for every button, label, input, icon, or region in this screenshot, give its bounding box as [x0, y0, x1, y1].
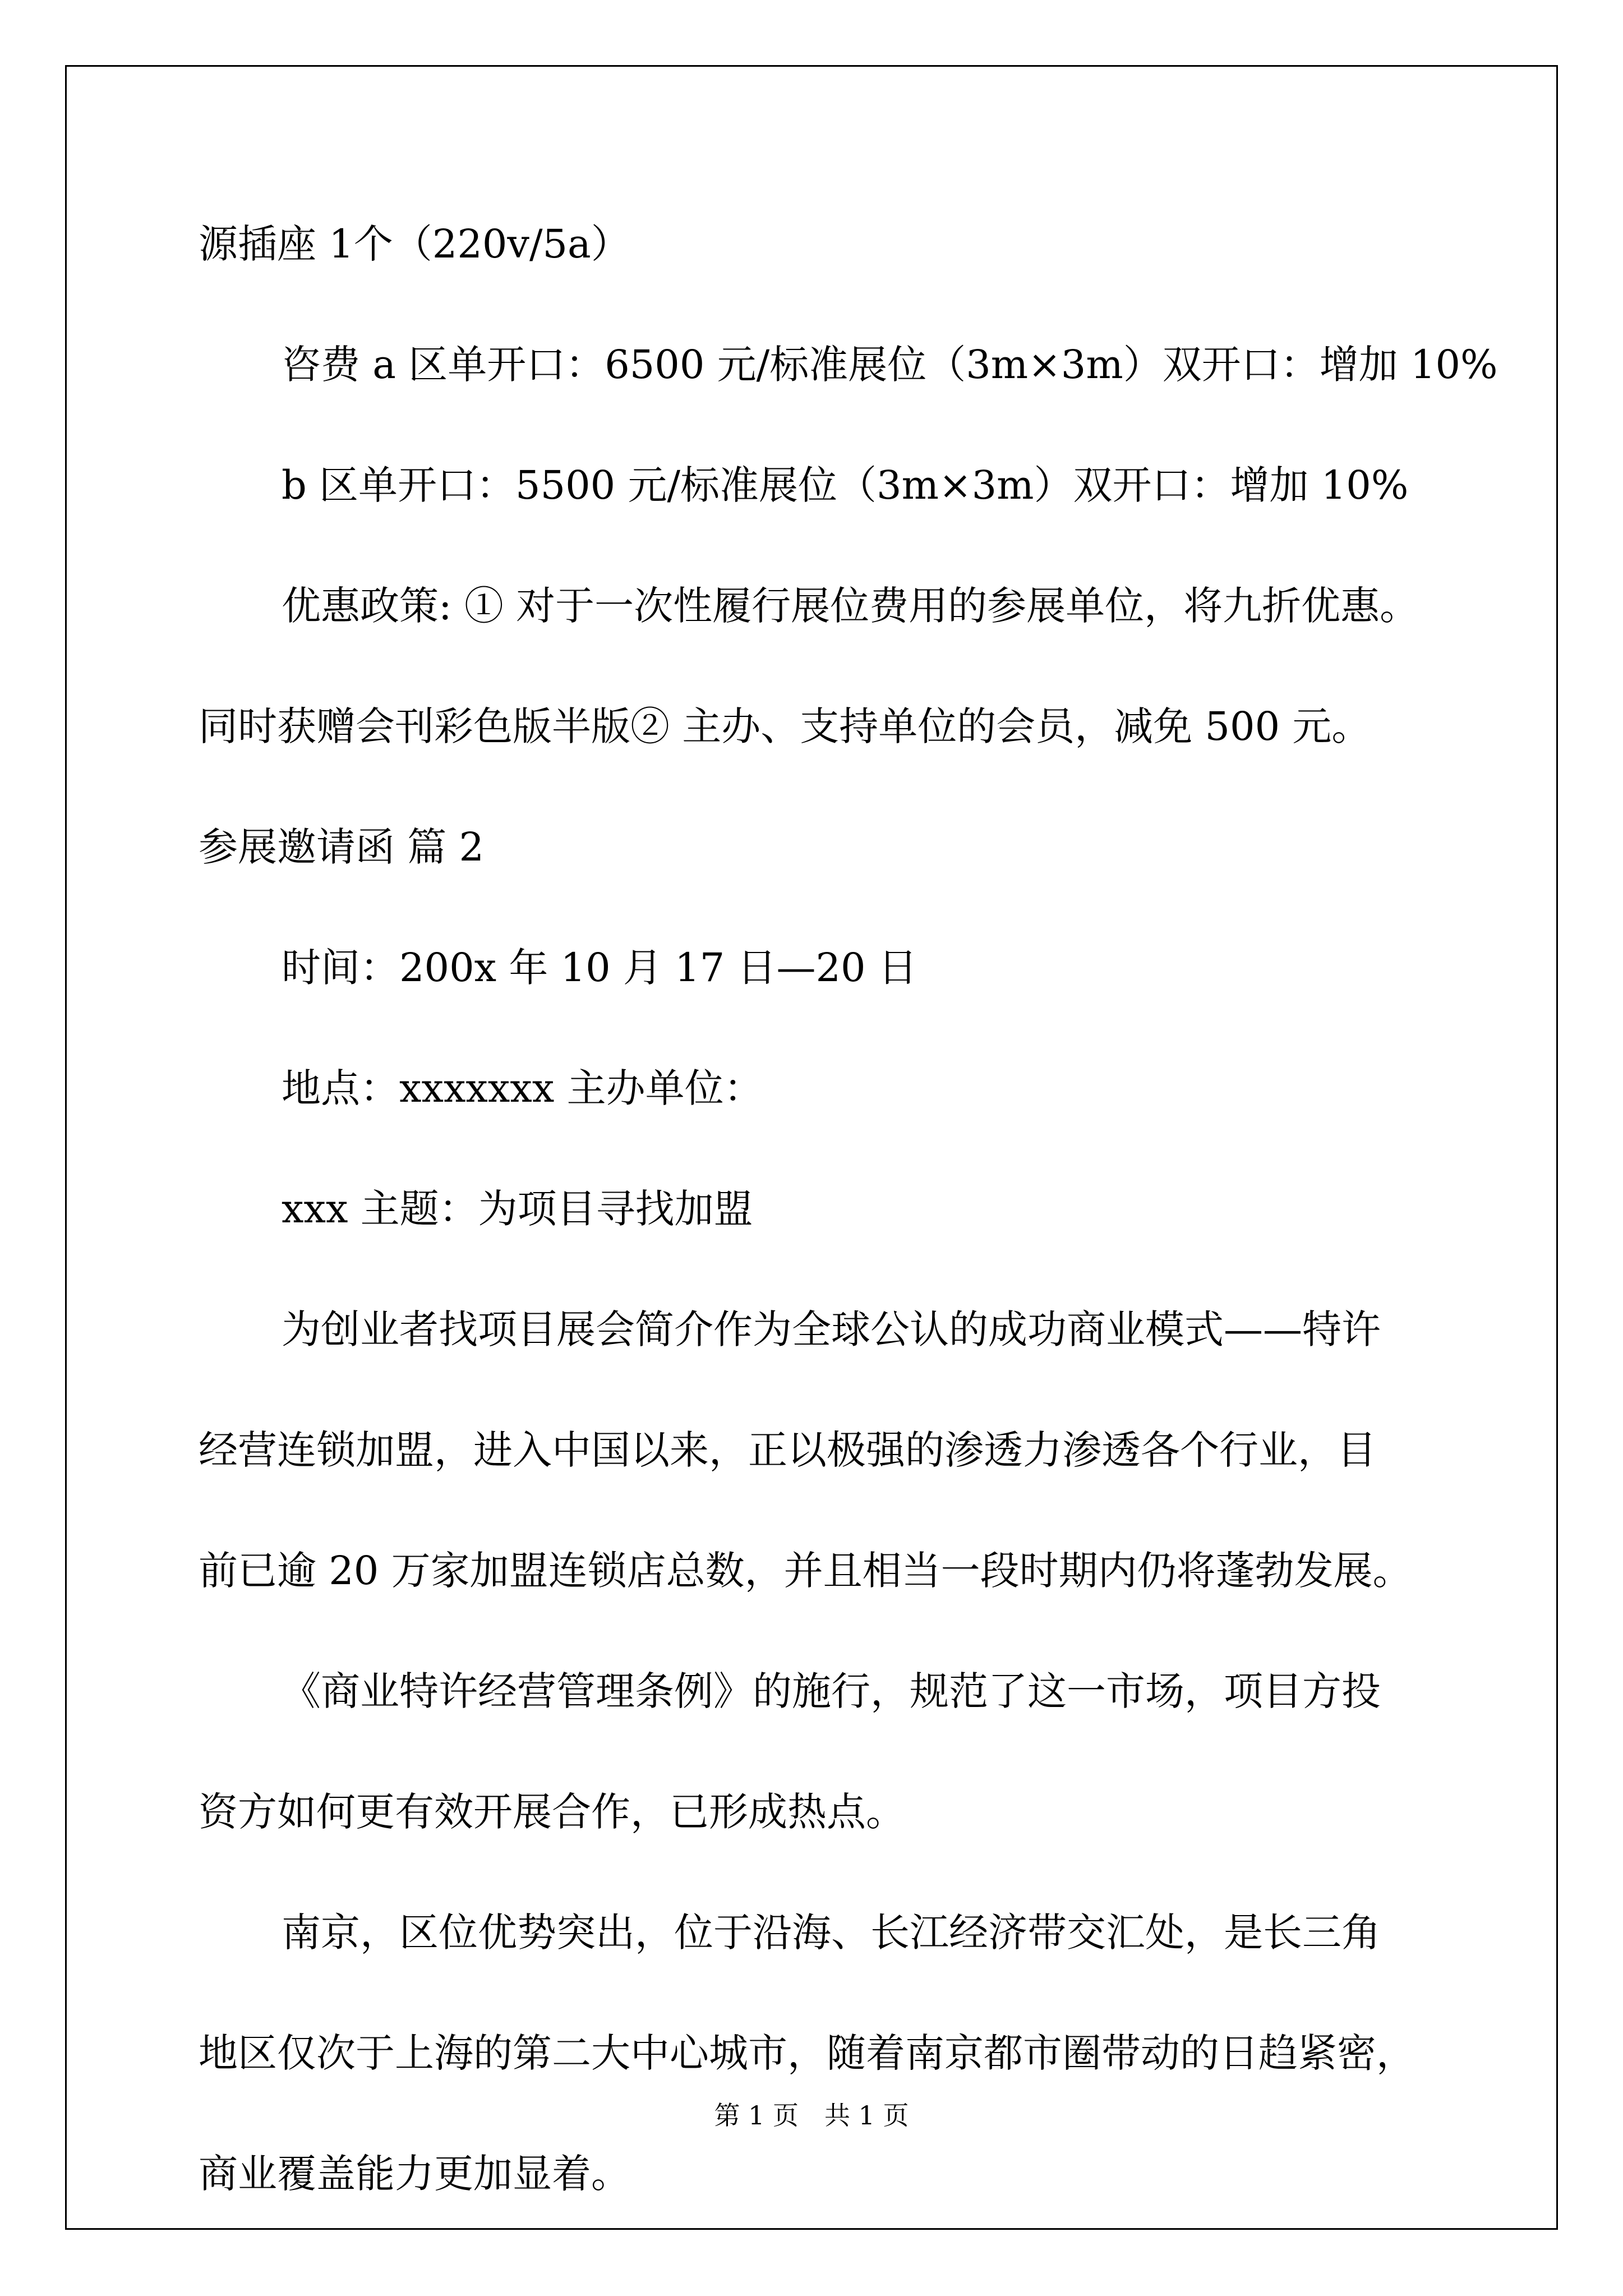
- text-line: 南京，区位优势突出，位于沿海、长江经济带交汇处，是长三角: [282, 1910, 1381, 1955]
- text-line: 咨费 a 区单开口：6500 元/标准展位（3m×3m）双开口：增加 10%: [282, 342, 1498, 388]
- text-line: 前已逾 20 万家加盟连锁店总数，并且相当一段时期内仍将蓬勃发展。: [199, 1548, 1412, 1594]
- text-line: 经营连锁加盟，进入中国以来，正以极强的渗透力渗透各个行业，目: [199, 1427, 1376, 1473]
- section-heading: 参展邀请函 篇 2: [199, 824, 485, 870]
- text-line: xxx 主题：为项目寻找加盟: [282, 1186, 753, 1232]
- text-line: 地点：xxxxxxx 主办单位：: [282, 1065, 763, 1111]
- text-line: 同时获赠会刊彩色版半版② 主办、支持单位的会员，减免 500 元。: [199, 703, 1371, 749]
- text-line: 源插座 1个（220v/5a）: [199, 221, 630, 267]
- text-line: 商业覆盖能力更加显着。: [199, 2151, 630, 2197]
- text-line: 《商业特许经营管理条例》的施行，规范了这一市场，项目方投: [282, 1668, 1381, 1714]
- text-line: 时间：200x 年 10 月 17 日—20 日: [282, 945, 917, 991]
- text-line: 为创业者找项目展会简介作为全球公认的成功商业模式——特许: [282, 1306, 1381, 1352]
- text-line: b 区单开口：5500 元/标准展位（3m×3m）双开口：增加 10%: [282, 462, 1409, 508]
- document-body: [199, 213, 1498, 2263]
- text-line: 优惠政策: ① 对于一次性履行展位费用的参展单位，将九折优惠。: [282, 583, 1419, 629]
- page-footer: 第 1 页 共 1 页: [714, 2100, 909, 2131]
- text-line: 地区仅次于上海的第二大中心城市，随着南京都市圈带动的日趋紧密，: [199, 2030, 1415, 2076]
- text-line: 资方如何更有效开展合作，已形成热点。: [199, 1789, 905, 1835]
